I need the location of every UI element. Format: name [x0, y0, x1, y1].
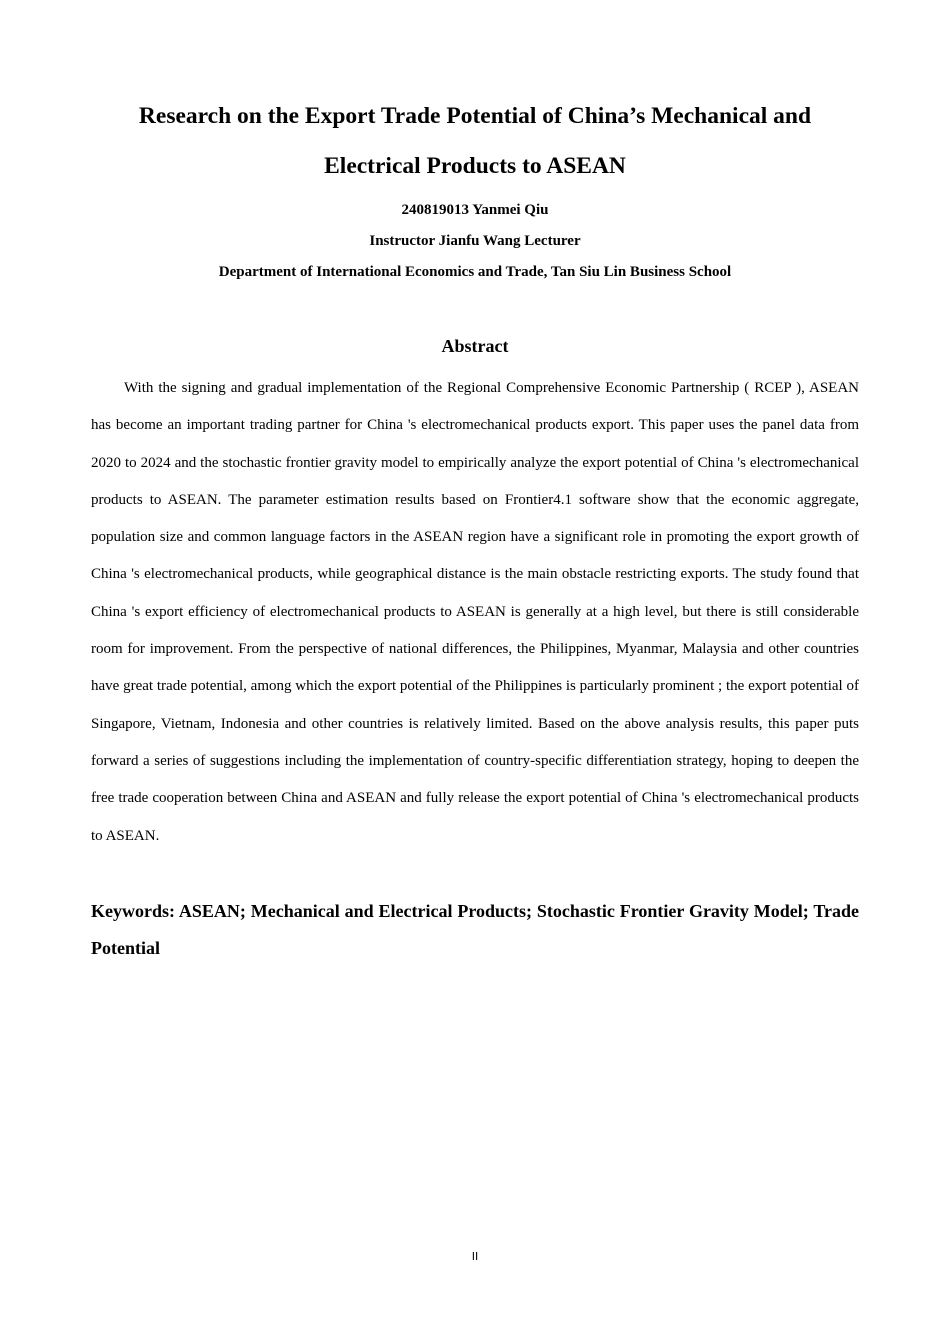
abstract-heading: Abstract [441, 336, 509, 356]
author-line: 240819013 Yanmei Qiu [401, 202, 549, 218]
instructor-line: Instructor Jianfu Wang Lecturer [369, 233, 581, 249]
department-line: Department of International Economics and Trade, Tan Siu Lin Business School [218, 264, 732, 280]
paper-title-line-2: Electrical Products to ASEAN [324, 153, 626, 179]
abstract-body: With the signing and gradual implementation of the Regional Comprehensive Economic Partnership ( RCEP ), ASEAN has become an important trading partner for China 's electromechanical products export. This paper uses the panel data from 2020 to 2024 and the stochastic frontier gravity model to empirically analyze the export potential of China 's electromechanical products to ASEAN. The parameter estimation results based on Frontier4.1 software show that the economic aggregate, population size and common language factors in the ASEAN region have a significant role in promoting the export growth of China 's electromechanical products, while geographical distance is the main obstacle restricting exports. The study found that China 's export efficiency of electromechanical products to ASEAN is generally at a high level, but there is still considerable room for improvement. From the perspective of national differences, the Philippines, Myanmar, Malaysia and other countries have great trade potential, among which the export potential of the Philippines is particularly prominent ; the export potential of Singapore, Vietnam, Indonesia and other countries is relatively limited. Based on the above analysis results, this paper puts forward a series of suggestions including the implementation of country-specific differentiation strategy, hoping to deepen the free trade cooperation between China and ASEAN and fully release the export potential of China 's electromechanical products to ASEAN. [91, 380, 859, 844]
page-number: II [471, 1250, 479, 1263]
keywords: Keywords: ASEAN; Mechanical and Electrical Products; Stochastic Frontier Gravity Model; Trade Potential [91, 901, 859, 958]
paper-title-line-1: Research on the Export Trade Potential of China’s Mechanical and [138, 103, 812, 129]
